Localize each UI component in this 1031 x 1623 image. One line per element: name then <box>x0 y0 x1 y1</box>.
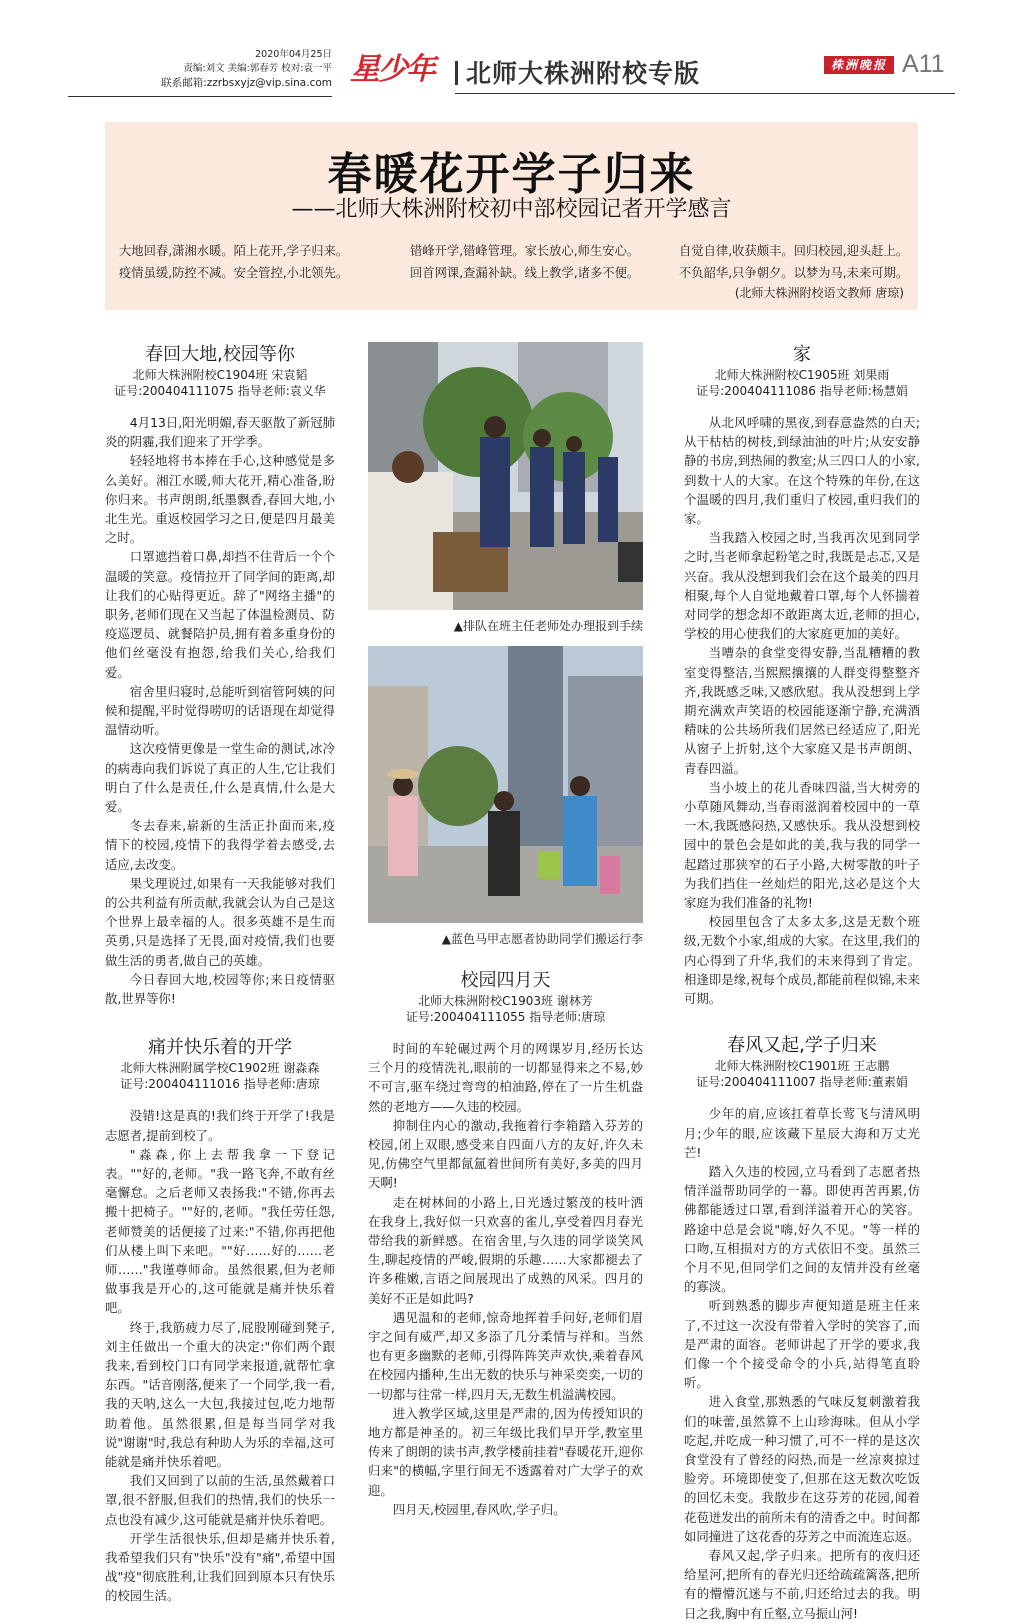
column-left <box>105 343 335 1606</box>
paragraph: 开学生活很快乐,但却是痛并快乐着,我希望我们只有"快乐"没有"痛",希望中国战"疫"彻底胜利,让我们回到原本只有快乐的校园生活。 <box>105 1530 335 1604</box>
paragraph: 遇见温和的老师,惊奇地挥着手问好,老师们眉宇之间有威严,却又多添了几分柔情与祥和。当然也有更多幽默的老师,引得阵阵笑声欢快,乘着春风在校园内播种,生出无数的快乐与神采奕奕,一切的一切都与往常一样,四月天,无数生机溢满校园。 <box>368 1309 643 1402</box>
paragraph: 终于,我筋疲力尽了,屁股刚碰到凳子,刘主任做出一个重大的决定:"你们两个跟我来,看到校门口有同学来报道,就帮忙拿东西。"话音刚落,便来了一个同学,我一看,我的天呐,这么一大包,我接过包,吃力地帮助着他。虽然很累,但是每当同学对我说"谢谢"时,我总有种助人为乐的幸福,这可能就是痛并快乐着吧。 <box>105 1319 335 1469</box>
paragraph: 进入教学区域,这里是严肃的,因为传授知识的地方都是神圣的。初三年级比我们早开学,教室里传来了朗朗的读书声,教学楼前挂着"春暖花开,迎你归来"的横幅,字里行间无不透露着对广大学子的欢迎。 <box>368 1405 643 1498</box>
main-headline: 春暖花开学子归来 <box>327 149 696 200</box>
article-body <box>684 413 920 1008</box>
poem-column <box>119 240 348 284</box>
article-title: 痛并快乐着的开学 <box>148 1037 292 1059</box>
photo-registration <box>368 342 643 610</box>
paragraph: 当我踏入校园之时,当我再次见到同学之时,当老师拿起粉笔之时,我既是忐忑,又是兴奋。我从没想到我们会在这个最美的四月相聚,每个人自觉地戴着口罩,每个人怀揣着对同学的想念却不敢距离太近,老师的担心,学校的用心使我们的大家庭更加的美好。 <box>684 530 920 642</box>
paragraph: 当嘈杂的食堂变得安静,当乱糟糟的教室变得整洁,当熙熙攘攘的人群变得整整齐齐,我既感乏味,又感欣慰。我从没想到上学期充满欢声笑语的校园能逐渐宁静,充满酒精味的公共场所我们居然已经适应了,阳光从窗子上折射,这个大家庭又是书声朗朗、青春四溢。 <box>684 645 920 776</box>
photo-volunteers <box>368 646 643 923</box>
paragraph: 这次疫情更像是一堂生命的测试,冰冷的病毒向我们诉说了真正的人生,它让我们明白了什么是责任,什么是真情,什么是大爱。 <box>105 741 335 815</box>
paragraph: 冬去春来,崭新的生活正扑面而来,疫情下的校园,疫情下的我得学着去感受,去适应,去改变。 <box>105 818 335 872</box>
paragraph: 没错!这是真的!我们终于开学了!我是志愿者,提前到校了。 <box>105 1108 335 1143</box>
article-jia <box>684 343 920 1008</box>
paragraph: 当小坡上的花儿香味四溢,当大树旁的小草随风舞动,当春雨滋润着校园中的一草一木,我既感闷热,又感快乐。我从没想到校园中的景色会是如此的美,我与我的同学一起踏过那狭窄的石子小路,大树零散的叶子为我们挡住一丝灿烂的阳光,这必是这个大家庭为我们准备的礼物! <box>684 779 920 911</box>
sub-headline: ——北师大株洲附校初中部校园记者开学感言 <box>291 197 732 222</box>
poem-line: 疫情虽缓,防控不减。安全管控,小北领先。 <box>119 266 349 280</box>
paragraph: 从北风呼啸的黑夜,到春意盎然的白天;从干枯枯的树枝,到绿油油的叶片;从安安静静的书房,到热闹的教室;从三四口人的小家,到数十人的大家。在这个特殊的年份,在这个温暖的四月,我们重归了校园,重归我们的家。 <box>684 415 920 527</box>
paragraph: 春风又起,学子归来。把所有的夜归还给星河,把所有的春光归还给疏疏篱落,把所有的懵懵沉迷与不前,归还给过去的我。明日之我,胸中有丘壑,立马振山河! <box>684 1547 920 1621</box>
paragraph: 走在树林间的小路上,日光透过繁茂的枝叶洒在我身上,我好似一只欢喜的雀儿,享受着四月春光带给我的新鲜感。在宿舍里,与久违的同学谈笑风生,聊起疫情的严峻,假期的乐趣……大家都褪去了许多稚嫩,言语之间展现出了成熟的风采。四月的美好不正是如此吗? <box>368 1194 643 1306</box>
xing-shao-nian-logo: 星少年 <box>350 52 434 87</box>
article-body <box>105 1106 335 1605</box>
article-cert: 证号:200404111007 指导老师:董素娟 <box>696 1075 908 1090</box>
paragraph: 听到熟悉的脚步声便知道是班主任来了,不过这一次没有带着入学时的笑容了,而是严肃的面容。老师讲起了开学的要求,我们像一个个接受命令的小兵,站得笔直聆听。 <box>684 1298 920 1391</box>
article-xiao-yuan-si-yue-tian <box>368 969 643 1519</box>
paragraph: 口罩遮挡着口鼻,却挡不住背后一个个温暖的笑意。疫情拉开了同学间的距离,却让我们的心贴得更近。辞了"网络主播"的职务,老师们现在又当起了体温检测员、防疫巡逻员、就餐陪护员,拥有着多重身份的他们丝毫没有抱怨,给我们关心,给我们爱。 <box>105 549 335 680</box>
paragraph: 我们又回到了以前的生活,虽然戴着口罩,很不舒服,但我们的热情,我们的快乐一点也没有减少,这可能就是痛并快乐着吧。 <box>105 1473 335 1527</box>
article-body <box>684 1104 920 1622</box>
article-tong-bing-kuai-le <box>105 1036 335 1605</box>
article-chun-feng-you-qi <box>684 1034 920 1622</box>
paragraph: "淼森,你上去帮我拿一下登记表。""好的,老师。"我一路飞奔,不敢有丝毫懈怠。之后老师又表扬我:"不错,你再去搬十把椅子。""好的,老师。"我任劳任怨,老师赞美的话便接了过来:"不错,你再把他们从楼上叫下来吧。""好……好的……老师……"我谨尊师命。虽然很累,但为老师做事我是开心的,这可能就是痛并快乐着吧。 <box>105 1146 335 1316</box>
article-body <box>368 1039 643 1519</box>
editors-credit: 责编:刘文 美编:郭春芳 校对:袁一平 <box>183 63 332 74</box>
article-chun-hui-da-di <box>105 343 335 1008</box>
article-title: 校园四月天 <box>460 970 551 991</box>
article-cert: 证号:200404111016 指导老师:唐琼 <box>120 1077 320 1092</box>
poem-line: 大地回春,潇湘水暖。陌上花开,学子归来。 <box>119 244 349 258</box>
poem-line: 不负韶华,只争朝夕。以梦为马,未来可期。 <box>679 266 909 280</box>
column-middle <box>368 342 643 1519</box>
poem-column <box>410 240 639 284</box>
poem-line: 自觉自律,收获颇丰。回归校园,迎头赶上。 <box>679 244 909 258</box>
section-title-text: 北师大株洲附校专版 <box>466 59 701 88</box>
section-bar <box>455 61 458 85</box>
issue-date: 2020年04月25日 <box>255 49 332 60</box>
poem-signature: (北师大株洲附校语文教师 唐琼) <box>734 286 904 300</box>
page-number: A11 <box>902 50 945 78</box>
paragraph: 进入食堂,那熟悉的气味反复刺激着我们的味蕾,虽然算不上山珍海味。但从小学吃起,并吃成一种习惯了,可不一样的是这次食堂没有了曾经的闷热,而是一丝凉爽掠过脸旁。环境即使变了,但那在这无数次吃饭的回忆未变。我散步在这芬芳的花园,闻着花苞迸发出的前所未有的清香之中。时间都如同撞进了这花香的芬芳之中而流连忘返。 <box>684 1394 920 1544</box>
header-rule-left <box>68 96 332 97</box>
paragraph: 四月天,校园里,春风吹,学子归。 <box>392 1501 566 1517</box>
photo-caption: ▲排队在班主任老师处办理报到手续 <box>453 619 643 633</box>
masthead-meta <box>80 48 332 90</box>
column-right <box>684 343 920 1623</box>
article-cert: 证号:200404111086 指导老师:杨慧娟 <box>696 384 908 398</box>
article-title: 家 <box>793 344 811 365</box>
article-byline: 北师大株洲附校C1904班 宋袁韬 <box>132 368 308 382</box>
paragraph: 今日春回大地,校园等你;来日疫情驱散,世界等你! <box>105 971 335 1007</box>
paragraph: 轻轻地将书本捧在手心,这种感觉是多么美好。湘江水暖,师大花开,精心准备,盼你归来。书声朗朗,纸墨飘香,春回大地,小北生光。重返校园学习之日,便是四月最美之时。 <box>105 453 335 546</box>
paragraph: 宿舍里归寝时,总能听到宿管阿姨的问候和提醒,平时觉得唠叨的话语现在却觉得温情动听。 <box>105 683 335 738</box>
article-cert: 证号:200404111055 指导老师:唐琼 <box>405 1010 606 1024</box>
newspaper-logo: 株洲晚报 <box>824 56 894 74</box>
article-byline: 北师大株洲附校C1901班 王志鹏 <box>714 1059 890 1074</box>
paragraph: 踏入久违的校园,立马看到了志愿者热情洋溢帮助同学的一幕。即使再苦再累,仿佛都能透过口罩,看到洋溢着开心的笑容。路途中总是会说"嗨,好久不见。"等一样的口吻,互相损对方的方式依旧不变。虽然三个月不见,但同学们之间的友情并没有丝毫的寡淡。 <box>684 1163 920 1295</box>
article-byline: 北师大株洲附属学校C1902班 谢淼森 <box>120 1061 320 1076</box>
paragraph: 时间的车轮碾过两个月的网课岁月,经历长达三个月的疫情洗礼,眼前的一切都显得来之不易,妙不可言,驱车绕过弯弯的柏油路,停在了一片生机盎然的老地方——久违的校园。 <box>368 1041 643 1114</box>
poem-column <box>679 240 908 284</box>
paragraph: 4月13日,阳光明媚,春天驱散了新冠肺炎的阴霾,我们迎来了开学季。 <box>105 415 335 450</box>
intro-box <box>105 122 918 310</box>
poem-line: 回首网课,查漏补缺。线上教学,诸多不便。 <box>410 266 640 280</box>
paragraph: 果戈理说过,如果有一天我能够对我们的公共利益有所贡献,我就会认为自己是这个世界上最幸福的人。很多英雄不是生而英勇,只是选择了无畏,面对疫情,我们也要做生活的勇者,做自己的英雄。 <box>105 875 335 968</box>
header-rule-right <box>455 93 955 94</box>
paragraph: 校园里包含了太多太多,这是无数个班级,无数个小家,组成的大家。在这里,我们的内心得到了升华,我们的未来得到了肯定。相逢即是缘,祝每个成员,都能前程似锦,未来可期。 <box>684 914 920 1007</box>
contact-email: 联系邮箱:zzrbsxyjz@vip.sina.com <box>161 77 332 89</box>
article-title: 春风又起,学子归来 <box>727 1035 877 1057</box>
section-title <box>455 54 700 90</box>
article-body <box>105 413 335 1008</box>
paragraph: 少年的肩,应该扛着草长莺飞与清风明月;少年的眼,应该藏下星辰大海和万丈光芒! <box>684 1106 920 1160</box>
paragraph: 抑制住内心的激动,我拖着行李箱踏入芬芳的校园,闭上双眼,感受来自四面八方的友好,许久未见,仿佛空气里都氤氲着世间所有美好,多美的四月天啊! <box>368 1117 643 1191</box>
article-cert: 证号:200404111075 指导老师:袁义华 <box>114 384 326 398</box>
article-byline: 北师大株洲附校C1903班 谢林芳 <box>418 994 593 1008</box>
poem-line: 错峰开学,错峰管理。家长放心,师生安心。 <box>410 244 640 258</box>
photo-caption: ▲蓝色马甲志愿者协助同学们搬运行李 <box>441 932 643 946</box>
article-title: 春回大地,校园等你 <box>145 344 295 365</box>
article-byline: 北师大株洲附校C1905班 刘果雨 <box>714 368 890 382</box>
